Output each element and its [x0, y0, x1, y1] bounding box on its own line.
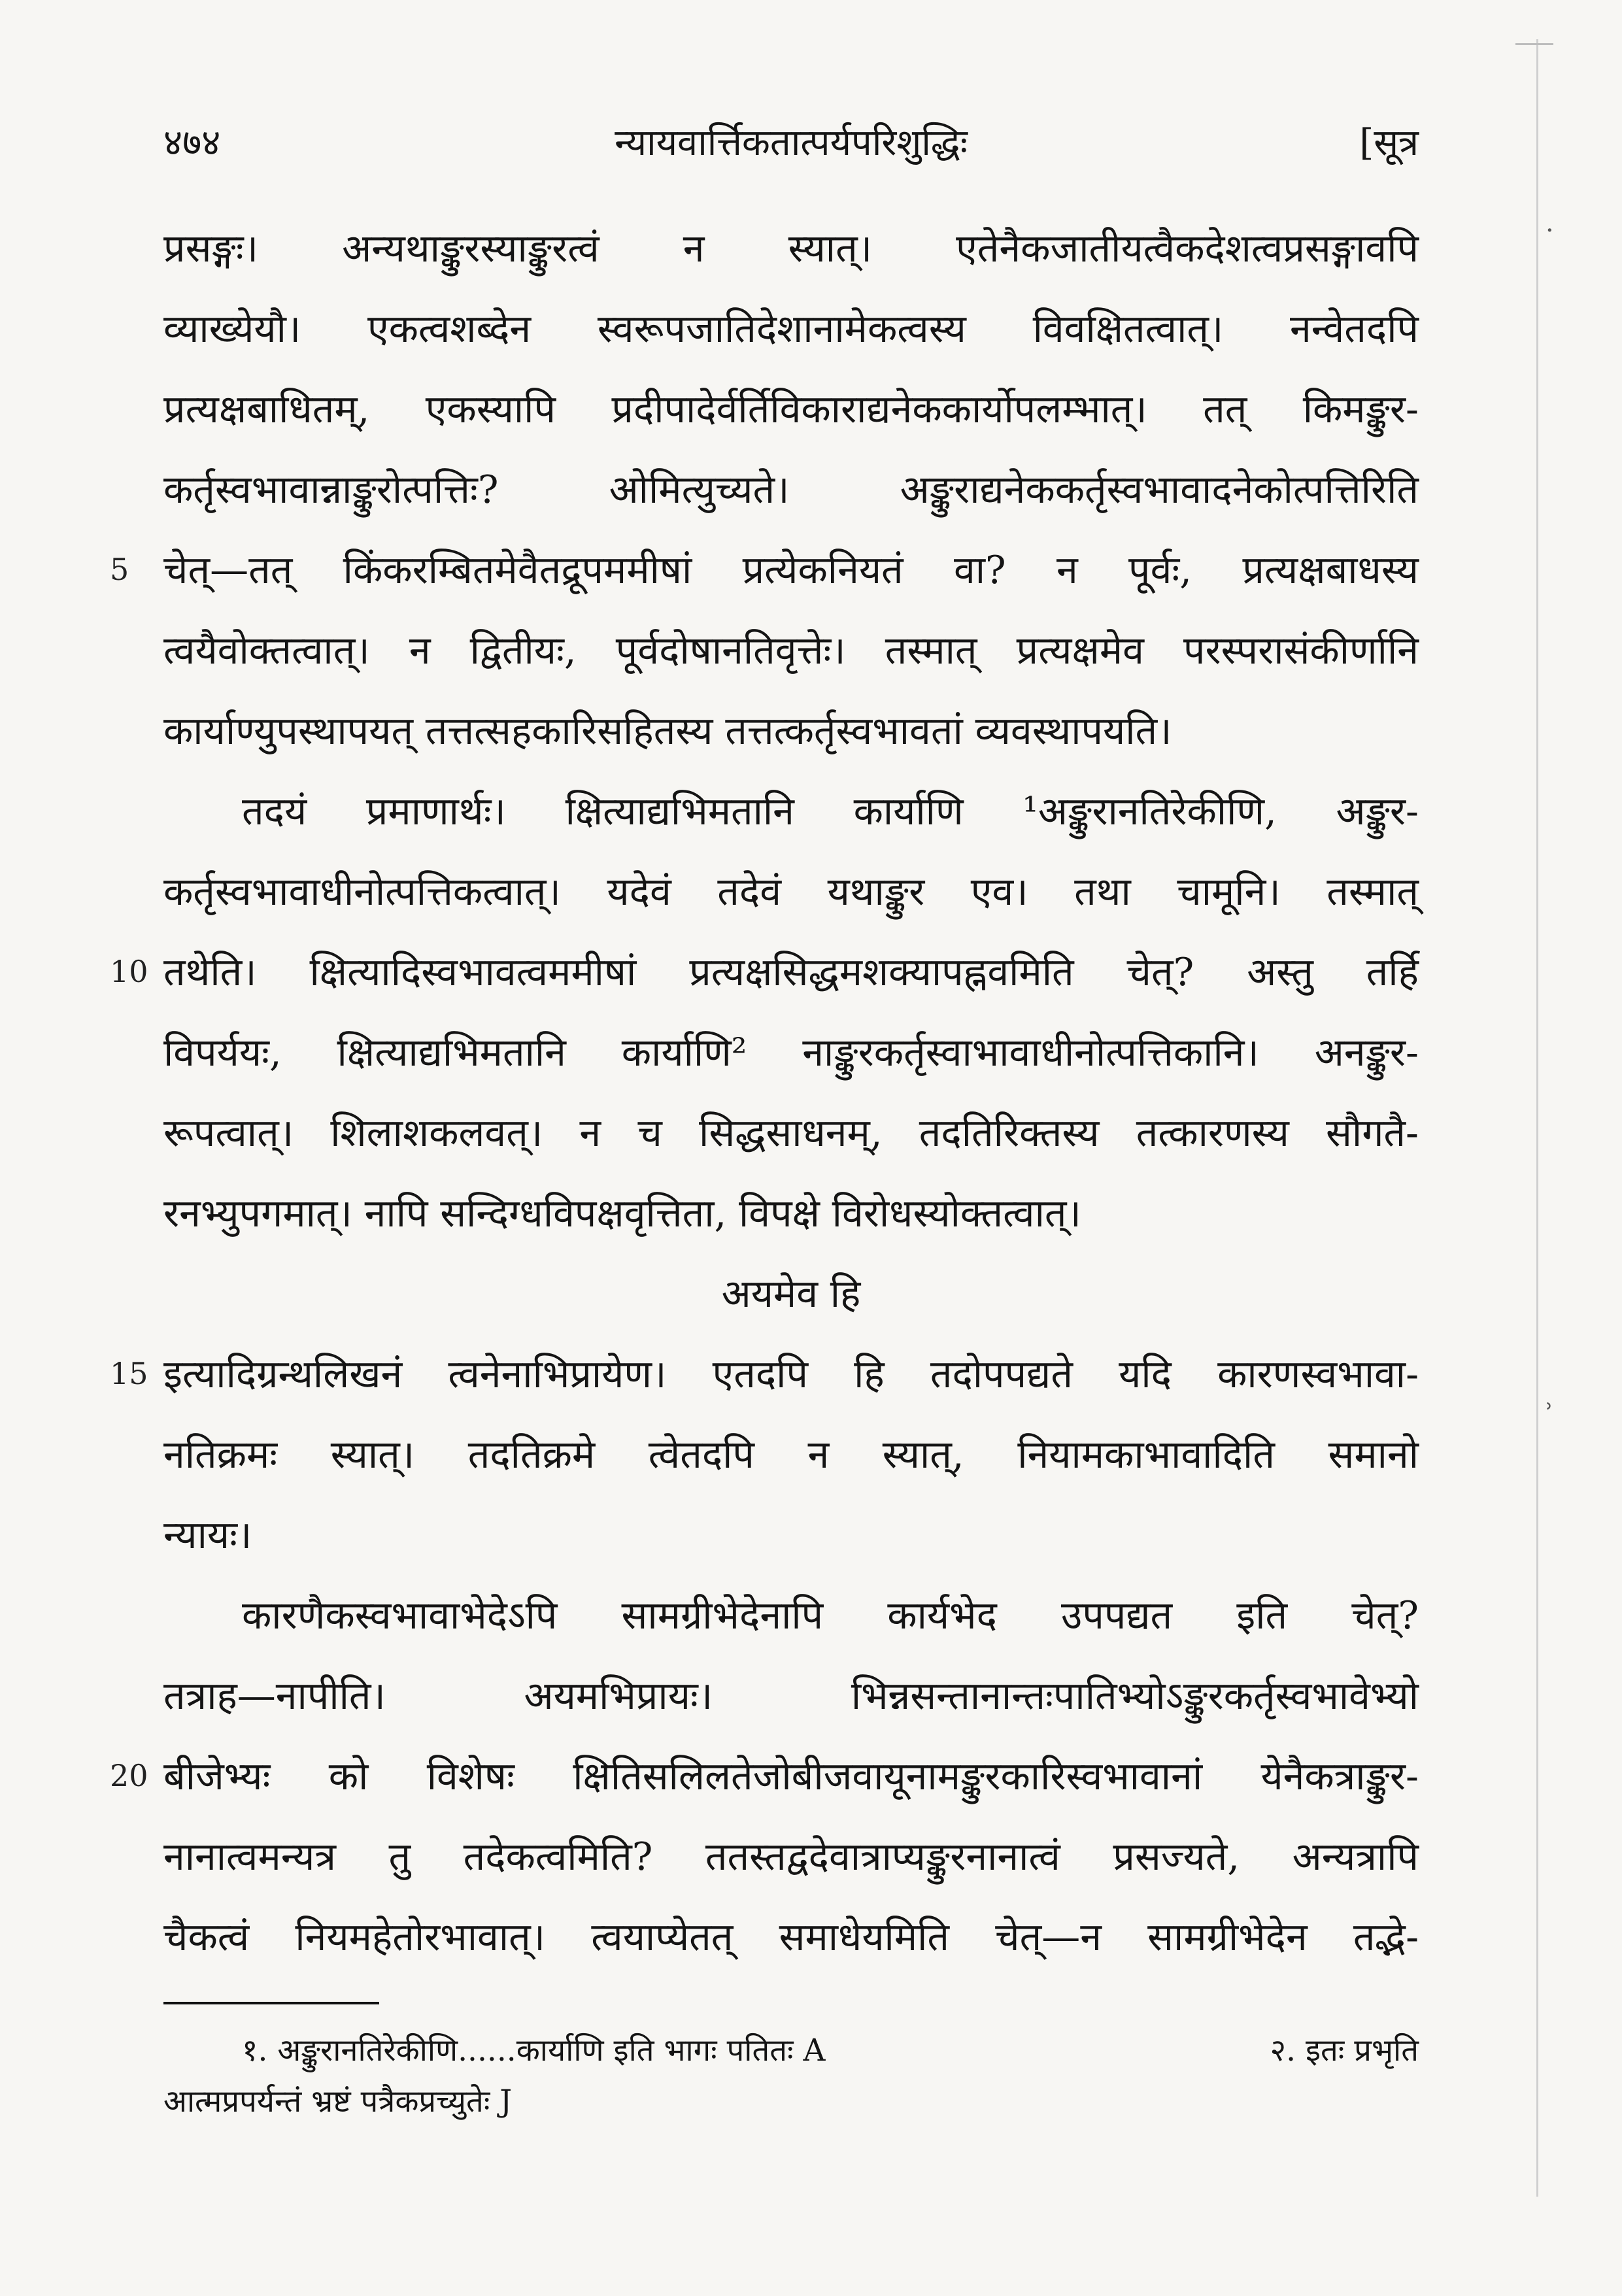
line-text: चेत्—तत् किंकरम्बितमेवैतद्रूपममीषां प्रत्येकनियतं वा? न पूर्वः, प्रत्यक्षबाधस्य [163, 547, 1419, 592]
footnote-line [163, 2025, 1419, 2076]
line-text: विपर्ययः, क्षित्याद्यभिमतानि कार्याणि² नाङ्कुरकर्तृस्वाभावाधीनोत्पत्तिकानि। अनङ्कुर- [163, 1030, 1419, 1075]
footnote-2-continued: आत्मप्रपर्यन्तं भ्रष्टं पत्रैकप्रच्युतेः J [163, 2084, 513, 2119]
running-title: न्यायवार्त्तिकतात्पर्यपरिशुद्धिः [615, 122, 968, 164]
line-text: कर्तृस्वभावान्नाङ्कुरोत्पत्तिः? ओमित्युच्यते। अङ्कुराद्यनेककर्तृस्वभावादनेकोत्पत्तिरिति [163, 467, 1419, 512]
line-text: व्याख्येयौ। एकत्वशब्देन स्वरूपजातिदेशानामेकत्वस्य विवक्षितत्वात्। नन्वेतदपि [163, 306, 1419, 351]
text-line [163, 1816, 1419, 1897]
text-line [163, 288, 1419, 369]
page-edge-line [1536, 39, 1538, 2197]
margin-mark: ʾ [1546, 1399, 1554, 1429]
main-text [110, 208, 1419, 1977]
page-header [163, 116, 1419, 175]
text-line [163, 771, 1419, 851]
line-text: तत्राह—नापीति। अयमभिप्रायः। भिन्नसन्तानान्तःपातिभ्योऽङ्कुरकर्तृस्वभावेभ्यो [163, 1673, 1419, 1718]
line-text: बीजेभ्यः को विशेषः क्षितिसलिलतेजोबीजवायूनामङ्कुरकारिस्वभावानां येनैकत्राङ्कुर- [163, 1753, 1419, 1798]
text-line [163, 208, 1419, 288]
text-line [163, 369, 1419, 449]
page-number: ४७४ [163, 122, 221, 164]
line-text: नतिक्रमः स्यात्। तदतिक्रमे त्वेतदपि न स्यात्, नियामकाभावादिति समानो [163, 1432, 1419, 1477]
line-text: प्रत्यक्षबाधितम्, एकस्यापि प्रदीपादेर्वर्तिविकाराद्यनेककार्योपलम्भात्। तत् किमङ्कुर- [163, 386, 1419, 431]
line-text: कर्तृस्वभावाधीनोत्पत्तिकत्वात्। यदेवं तदेवं यथाङ्कुर एव। तथा चामूनि। तस्मात् [163, 869, 1419, 914]
text-line [110, 1334, 1419, 1414]
text-line [163, 1575, 1419, 1655]
line-text: तथेति। क्षित्यादिस्वभावत्वममीषां प्रत्यक्षसिद्धमशक्यापह्नवमिति चेत्? अस्तु तर्हि [163, 949, 1419, 994]
text-line [163, 1253, 1419, 1334]
footnote-2: २. इतः प्रभृति [1270, 2033, 1419, 2068]
page-edge-tick [1515, 43, 1553, 45]
text-line [163, 1173, 1419, 1253]
text-line [163, 1494, 1419, 1575]
footnote-1: १. अङ्कुरानतिरेकीणि......कार्याणि इति भागः पतितः A [242, 2033, 826, 2068]
text-line [110, 530, 1419, 610]
line-text: अयमेव हि [721, 1271, 861, 1316]
footnote-rule [163, 2002, 379, 2004]
line-number: 15 [110, 1356, 148, 1391]
text-line [163, 1897, 1419, 1977]
section-label: [सूत्र [1359, 122, 1419, 164]
line-number: 10 [110, 954, 148, 989]
text-line [110, 1736, 1419, 1816]
line-text: कार्याण्युपस्थापयत् तत्तत्सहकारिसहितस्य तत्तत्कर्तृस्वभावतां व्यवस्थापयति। [163, 708, 1172, 753]
footnote-line [163, 2076, 1419, 2127]
footnotes [163, 2025, 1419, 2127]
line-text: नानात्वमन्यत्र तु तदेकत्वमिति? ततस्तद्वदेवात्राप्यङ्कुरनानात्वं प्रसज्यते, अन्यत्रापि [163, 1834, 1419, 1879]
line-text: रनभ्युपगमात्। नापि सन्दिग्धविपक्षवृत्तिता, विपक्षे विरोधस्योक्तत्वात्। [163, 1190, 1081, 1236]
text-line [163, 1092, 1419, 1173]
text-line [110, 932, 1419, 1012]
text-line [163, 690, 1419, 771]
line-text: इत्यादिग्रन्थलिखनं त्वनेनाभिप्रायेण। एतदपि हि तदोपपद्यते यदि कारणस्वभावा- [163, 1351, 1419, 1396]
line-text: न्यायः। [163, 1512, 252, 1557]
line-text: चैकत्वं नियमहेतोरभावात्। त्वयाप्येतत् समाधेयमिति चेत्—न सामग्रीभेदेन तद्भे- [163, 1914, 1419, 1959]
line-text: कारणैकस्वभावाभेदेऽपि सामग्रीभेदेनापि कार्यभेद उपपद्यत इति चेत्? [242, 1593, 1419, 1638]
line-text: प्रसङ्गः। अन्यथाङ्कुरस्याङ्कुरत्वं न स्यात्। एतेनैकजातीयत्वैकदेशत्वप्रसङ्गावपि [163, 226, 1419, 271]
line-text: तदयं प्रमाणार्थः। क्षित्याद्यभिमतानि कार्याणि ¹अङ्कुरानतिरेकीणि, अङ्कुर- [242, 788, 1419, 834]
text-line [163, 851, 1419, 932]
text-line [163, 610, 1419, 690]
line-number: 20 [110, 1758, 148, 1793]
line-number: 5 [110, 552, 129, 587]
text-line [163, 1414, 1419, 1494]
text-line [163, 1655, 1419, 1736]
margin-mark: · [1546, 216, 1554, 246]
line-text: त्वयैवोक्तत्वात्। न द्वितीयः, पूर्वदोषानतिवृत्तेः। तस्मात् प्रत्यक्षमेव परस्परासंकीर्णानि [163, 628, 1419, 673]
text-line [163, 449, 1419, 530]
line-text: रूपत्वात्। शिलाशकलवत्। न च सिद्धसाधनम्, तदतिरिक्तस्य तत्कारणस्य सौगतै- [163, 1110, 1419, 1155]
text-line [163, 1012, 1419, 1092]
